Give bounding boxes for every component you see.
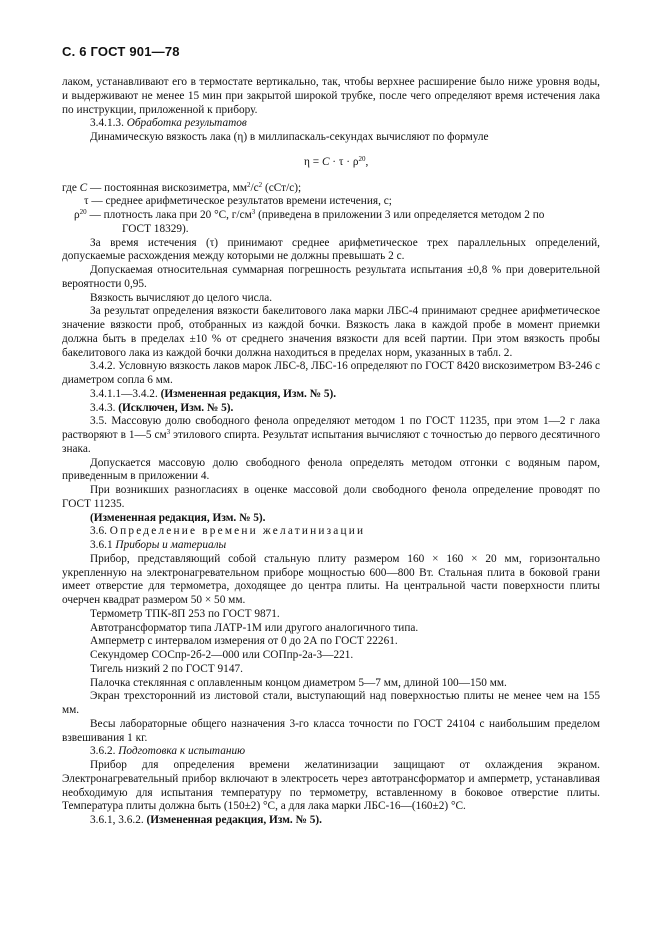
section-heading: 3.6.2. Подготовка к испытанию: [90, 745, 246, 758]
paragraph: За время истечения (τ) принимают среднее арифметическое трех параллельных определений, допускаемые расхождения между которыми не должны превышать 2 с.: [62, 236, 600, 263]
section-heading: 3.6. Определение времени желатинизации: [90, 525, 366, 538]
list-item: Термометр ТПК-8П 253 по ГОСТ 9871.: [90, 607, 280, 620]
paragraph: Динамическую вязкость лака (η) в миллипаскаль-секундах вычисляют по формуле: [90, 131, 489, 143]
amendment-note: 3.4.1.1—3.4.2. (Измененная редакция, Изм. № 5).: [90, 387, 337, 400]
list-item: Весы лабораторные общего назначения 3-го класса точности по ГОСТ 24104 с наибольшим пределом взвешивания 1 кг.: [62, 717, 600, 744]
paragraph: Прибор, представляющий собой стальную плиту размером 160 × 160 × 20 мм, горизонтально укрепленную на электронагревательном приборе мощностью 600—800 Вт. Стальная плита в боковой грани имеет отверстие для термометра, доходящее до центра плиты. На центральной части поверхности плиты очерчен квадрат размером 50 × 50 мм.: [62, 552, 600, 606]
page-header: С. 6 ГОСТ 901—78: [62, 44, 180, 59]
paragraph: Допускаемая относительная суммарная погрешность результата испытания ±0,8 % при доверительной вероятности 0,95.: [62, 264, 600, 290]
paragraph: За результат определения вязкости бакелитового лака марки ЛБС-4 принимают среднее арифметическое значение вязкости проб, отобранных из каждой бочки. Вязкость лака в каждой пробе в момент приемки должна быть в пределах ±10 % от среднего значения вязкости для всей партии. При этом вязкость пробы бакелитового лака из каждой бочки должна находиться в пределах норм, указанных в табл. 2.: [62, 305, 600, 359]
list-item: Тигель низкий 2 по ГОСТ 9147.: [90, 662, 243, 675]
definition-rho: $\rho^{20}$ — плотность лака при 20 °С, $г/см^3$ (приведена в приложении 3 или определяется методом 2 по: [74, 208, 545, 221]
definition-tau: τ — среднее арифметическое результатов времени истечения, с;: [84, 195, 392, 208]
amendment-note: 3.6.1, 3.6.2. (Измененная редакция, Изм. № 5).: [90, 814, 322, 826]
section-heading: 3.4.1.3. Обработка результатов: [90, 117, 247, 130]
section-heading: 3.6.1 Приборы и материалы: [90, 539, 227, 551]
list-item: Амперметр с интервалом измерения от 0 до 2А по ГОСТ 22261.: [90, 635, 398, 648]
amendment-note: (Измененная редакция, Изм. № 5).: [90, 511, 266, 524]
definition-rho-cont: ГОСТ 18329).: [122, 222, 189, 235]
paragraph: 3.4.2. Условную вязкость лаков марок ЛБС-8, ЛБС-16 определяют по ГОСТ 8420 вискозиметром ВЗ-246 с диаметром сопла 6 мм.: [62, 360, 600, 386]
amendment-note: 3.4.3. (Исключен, Изм. № 5).: [90, 401, 234, 414]
paragraph: Допускается массовую долю свободного фенола определять методом отгонки с водяным паром, приведенным в приложении 4.: [62, 456, 600, 483]
paragraph: 3.5. Массовую долю свободного фенола определяют методом 1 по ГОСТ 11235, при этом 1—2 г лака растворяют в 1—5 $см^3$ этилового спирта. Результат испытания вычисляют с точностью до первого десятичного знака.: [62, 415, 600, 455]
list-item: Палочка стеклянная с оплавленным концом диаметром 5—7 мм, длиной 100—150 мм.: [90, 676, 507, 689]
paragraph: Вязкость вычисляют до целого числа.: [90, 291, 273, 304]
list-item: Секундомер СОСпр-2б-2—000 или СОПпр-2а-3—221.: [90, 649, 354, 661]
paragraph: При возникших разногласиях в оценке массовой доли свободного фенола определение проводят по ГОСТ 11235.: [62, 484, 600, 510]
list-item: Автотрансформатор типа ЛАТР-1М или другого аналогичного типа.: [90, 621, 419, 634]
paragraph: Прибор для определения времени желатинизации защищают от охлаждения экраном. Электронагревательный прибор включают в электросеть через автотрансформатор и амперметр, устанавливая необходимую для испытания температуру по термометру, вставленному в боковое отверстие плиты. Температура плиты должна быть (150±2) °С, а для лака марки ЛБС-16—(160±2) °С.: [62, 759, 600, 813]
formula: $\eta = C \cdot \tau \cdot \rho^{20}$,: [304, 154, 369, 168]
document-body: [62, 76, 600, 828]
paragraph: лаком, устанавливают его в термостате вертикально, так, чтобы верхнее расширение было ниже уровня воды, и выдерживают не менее 15 мин при закрытой широкой трубке, после чего определяют время истечения лака по инструкции, приложенной к прибору.: [62, 76, 600, 116]
definition-c: где C — постоянная вискозиметра, $мм^2/с^2$ (сСт/с);: [62, 180, 302, 194]
list-item: Экран трехсторонний из листовой стали, выступающий над поверхностью плиты не менее чем на 155 мм.: [62, 690, 600, 716]
